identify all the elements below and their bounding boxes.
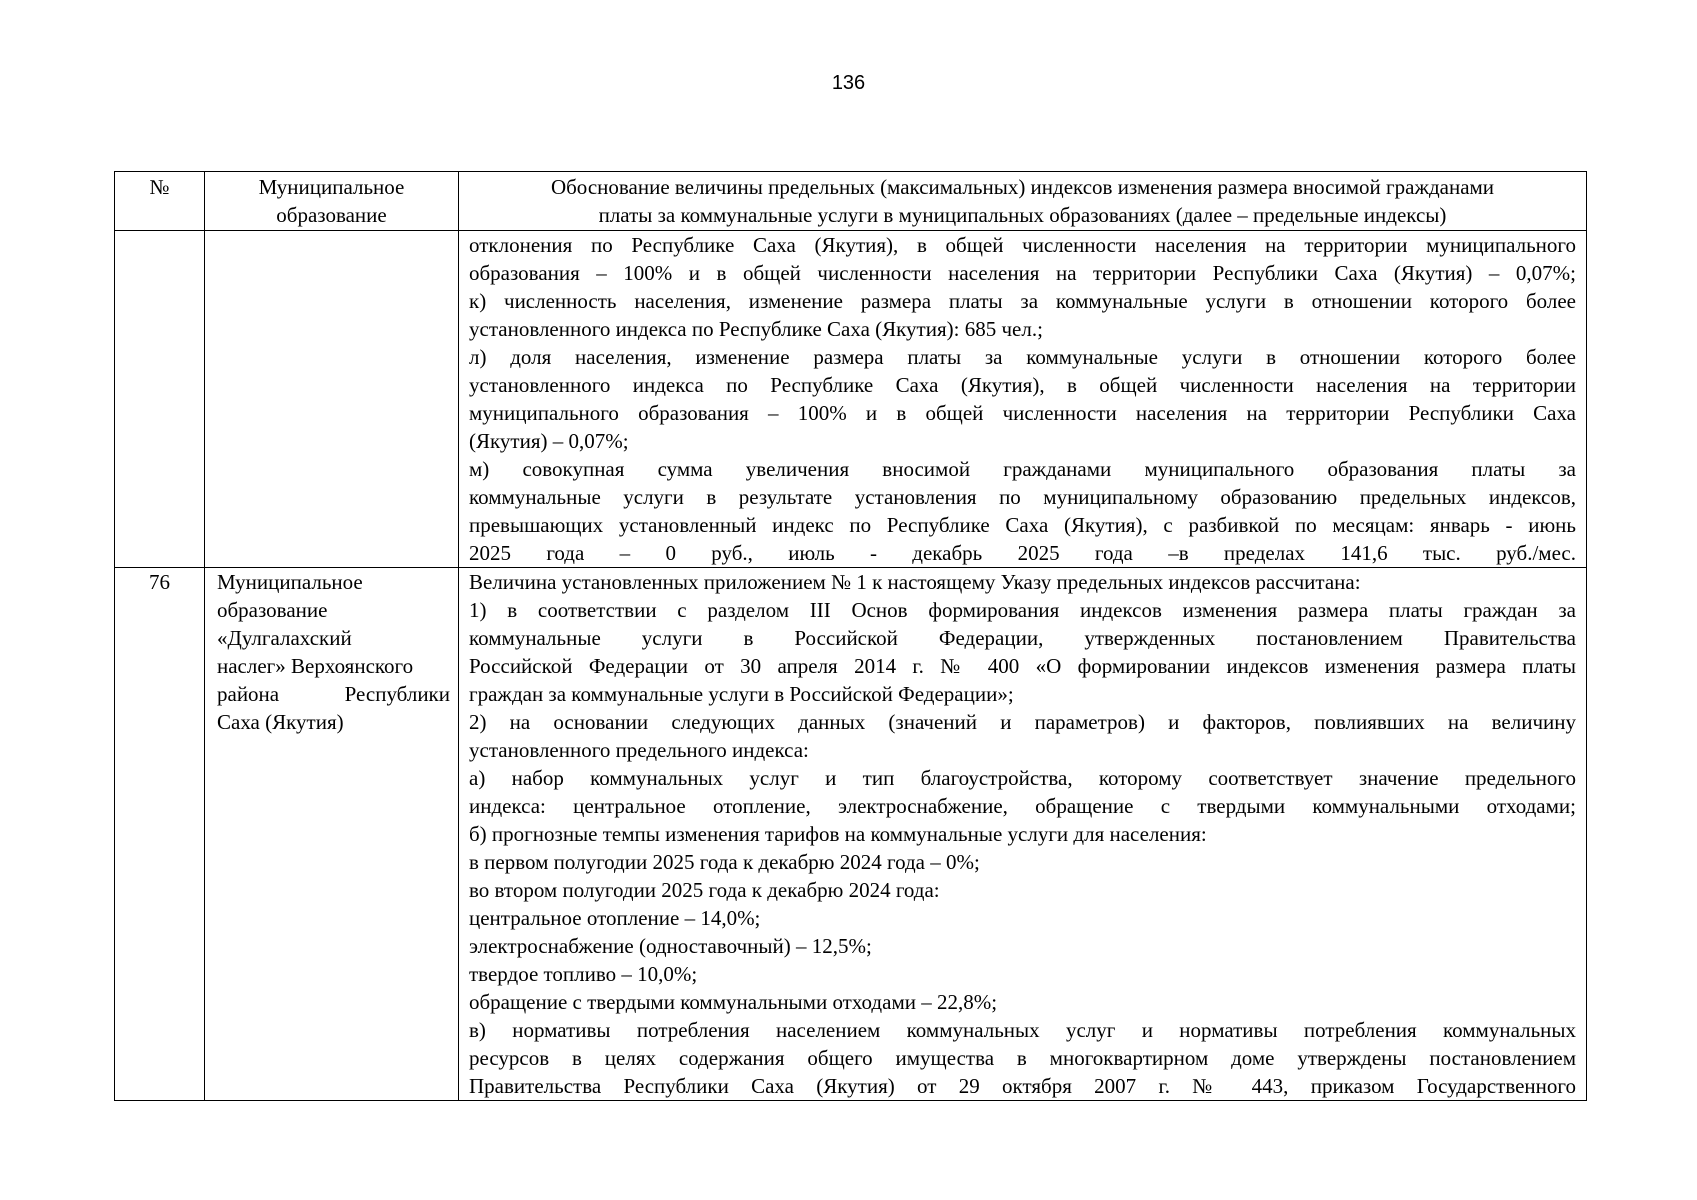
header-number	[115, 172, 205, 231]
text-line: ресурсов в целях содержания общего имущества в многоквартирном доме утверждены постановлением	[469, 1046, 1576, 1070]
text-line: к) численность населения, изменение размера платы за коммунальные услуги в отношении которого более	[469, 289, 1576, 313]
municipality-line: наслег» Верхоянского	[217, 654, 414, 678]
municipality-cell	[205, 568, 459, 1101]
header-justification	[459, 172, 1587, 231]
text-line: превышающих установленный индекс по Республике Саха (Якутия), с разбивкой по месяцам: январь - июнь	[469, 513, 1576, 537]
text-line: установленного индекса по Республике Саха (Якутия), в общей численности населения на территории	[469, 373, 1576, 397]
text-line: 2025 года – 0 руб., июль - декабрь 2025 года –в пределах 141,6 тыс. руб./мес.	[469, 541, 1576, 565]
text-line: Правительства Республики Саха (Якутия) от 29 октября 2007 г. № 443, приказом Государственного	[469, 1074, 1576, 1098]
row-number-cell: 76	[115, 568, 205, 1101]
justification-table	[114, 171, 1587, 1101]
page-number: 136	[831, 72, 866, 94]
table-header-row	[115, 172, 1587, 231]
header-municipality-line: образование	[276, 203, 387, 227]
text-line: (Якутия) – 0,07%;	[469, 429, 629, 453]
text-line: обращение с твердыми коммунальными отходами – 22,8%;	[469, 990, 998, 1014]
text-line: м) совокупная сумма увеличения вносимой гражданами муниципального образования платы за	[469, 457, 1576, 481]
justification-cell	[459, 231, 1587, 568]
header-municipality-line: Муниципальное	[258, 175, 405, 199]
text-line: установленного индекса по Республике Саха (Якутия): 685 чел.;	[469, 317, 1043, 341]
text-line: коммунальные услуги в результате установления по муниципальному образованию предельных индексов,	[469, 485, 1576, 509]
text-line: б) прогнозные темпы изменения тарифов на коммунальные услуги для населения:	[469, 822, 1207, 846]
row-number-cell	[115, 231, 205, 568]
municipality-cell	[205, 231, 459, 568]
text-line: установленного предельного индекса:	[469, 738, 809, 762]
text-line: л) доля населения, изменение размера платы за коммунальные услуги в отношении которого более	[469, 345, 1576, 369]
text-line: муниципального образования – 100% и в общей численности населения на территории Республики Саха	[469, 401, 1576, 425]
justification-cell	[459, 568, 1587, 1101]
municipality-line: образование	[217, 598, 328, 622]
text-line: твердое топливо – 10,0%;	[469, 962, 698, 986]
header-number-label: №	[149, 175, 170, 199]
text-line: коммунальные услуги в Российской Федерации, утвержденных постановлением Правительства	[469, 626, 1576, 650]
table-row	[115, 568, 1587, 1101]
text-line: граждан за коммунальные услуги в Российской Федерации»;	[469, 682, 1014, 706]
header-justification-line: платы за коммунальные услуги в муниципальных образованиях (далее – предельные индексы)	[598, 203, 1447, 227]
text-line: отклонения по Республике Саха (Якутия), в общей численности населения на территории муниципального	[469, 233, 1576, 257]
municipality-line: района Республики	[217, 682, 450, 706]
municipality-line: Муниципальное	[217, 570, 363, 594]
text-line: образования – 100% и в общей численности населения на территории Республики Саха (Якутия) – 0,07%;	[469, 261, 1576, 285]
text-line: Величина установленных приложением № 1 к настоящему Указу предельных индексов рассчитана:	[469, 570, 1361, 594]
text-line: во втором полугодии 2025 года к декабрю 2024 года:	[469, 878, 940, 902]
text-line: 1) в соответствии с разделом III Основ формирования индексов изменения размера платы граждан за	[469, 598, 1576, 622]
header-municipality	[205, 172, 459, 231]
text-line: в) нормативы потребления населением коммунальных услуг и нормативы потребления коммунальных	[469, 1018, 1576, 1042]
text-line: 2) на основании следующих данных (значений и параметров) и факторов, повлиявших на величину	[469, 710, 1576, 734]
text-line: Российской Федерации от 30 апреля 2014 г. № 400 «О формировании индексов изменения размера платы	[469, 654, 1576, 678]
text-line: электроснабжение (одноставочный) – 12,5%;	[469, 934, 872, 958]
municipality-line: «Дулгалахский	[217, 626, 352, 650]
header-justification-line: Обоснование величины предельных (максимальных) индексов изменения размера вносимой гражданами	[550, 175, 1495, 199]
table-row	[115, 231, 1587, 568]
text-line: а) набор коммунальных услуг и тип благоустройства, которому соответствует значение предельного	[469, 766, 1576, 790]
text-line: индекса: центральное отопление, электроснабжение, обращение с твердыми коммунальными отходами;	[469, 794, 1576, 818]
municipality-line: Саха (Якутия)	[217, 710, 344, 734]
text-line: центральное отопление – 14,0%;	[469, 906, 761, 930]
text-line: в первом полугодии 2025 года к декабрю 2024 года – 0%;	[469, 850, 980, 874]
